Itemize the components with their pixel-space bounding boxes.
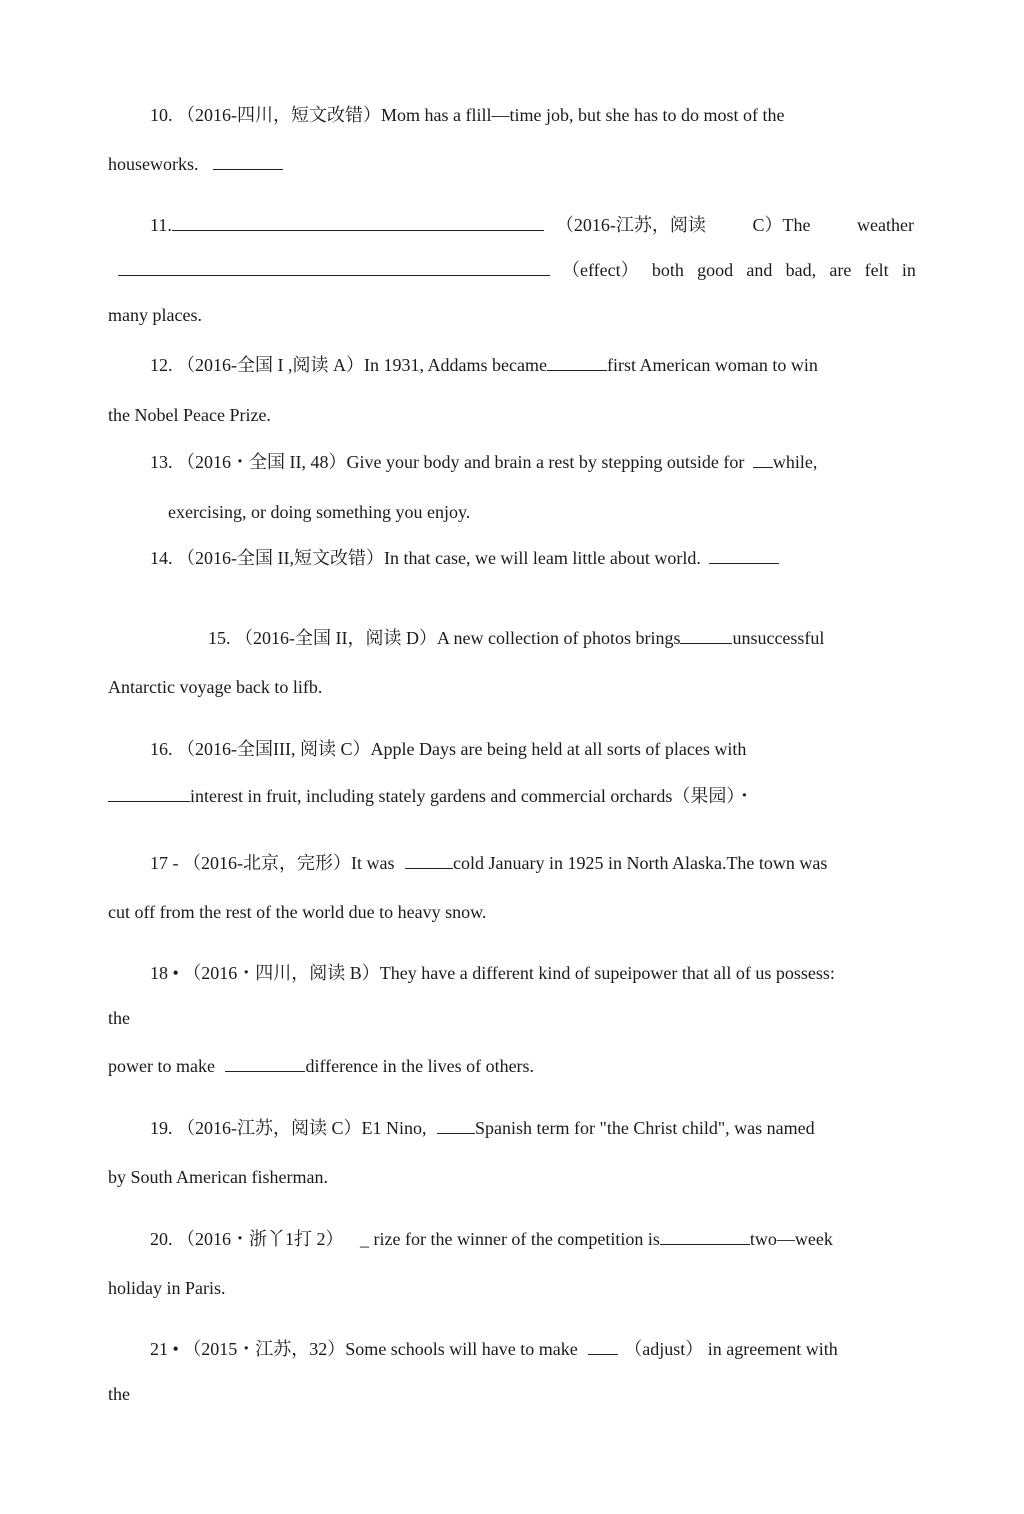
q19-line1 [150, 1117, 815, 1139]
answer-blank[interactable] [225, 1055, 305, 1072]
q11-line2 [118, 259, 916, 281]
q11-word: （effect） [562, 260, 639, 280]
answer-blank[interactable] [709, 547, 779, 564]
q11-ref-word: C）The [752, 215, 811, 235]
q10-line2 [108, 153, 283, 175]
q11-word: and [746, 260, 773, 280]
q16-line1: 16. （2016-全国III, 阅读 C）Apple Days are being held at all sorts of places with [150, 739, 747, 759]
q20-text-b: _ rize for the winner of the competition is [360, 1229, 660, 1249]
q18-line3 [108, 1055, 534, 1077]
q16-line2 [108, 785, 753, 807]
answer-blank[interactable] [660, 1228, 750, 1245]
q17-text-a: 17 - （2016-北京，完形）It was [150, 853, 395, 873]
q18-text-a: power to make [108, 1056, 215, 1076]
q20-text-a: 20. （2016・浙丫1打 2） [150, 1229, 344, 1249]
q12-text-b: first American woman to win [606, 355, 818, 375]
q19-text-b: Spanish term for "the Christ child", was named [475, 1118, 815, 1138]
answer-blank[interactable] [588, 1338, 618, 1355]
q20-line2: holiday in Paris. [108, 1278, 226, 1298]
q12-line2: the Nobel Peace Prize. [108, 405, 271, 425]
q20-line1 [150, 1228, 833, 1250]
q10-text: houseworks. [108, 154, 199, 174]
q15-line2: Antarctic voyage back to lifb. [108, 677, 323, 697]
answer-blank[interactable] [437, 1117, 475, 1134]
q21-text-a: 21 • （2015・江苏，32）Some schools will have to make [150, 1339, 578, 1359]
q11-word: good [697, 260, 734, 280]
q18-line1: 18 • （2016・四川，阅读 B）They have a different kind of supeipower that all of us possess: [150, 963, 835, 983]
q11-word: both [651, 260, 684, 280]
q18-text-b: difference in the lives of others. [305, 1056, 535, 1076]
q16-text: interest in fruit, including stately gardens and commercial orchards（果园）・ [190, 786, 754, 806]
q13-text-b: while, [772, 452, 818, 472]
q10-line1: 10. （2016-四川，短文改错）Mom has a flill—time job, but she has to do most of the [150, 105, 785, 125]
q12-text-a: 12. （2016-全国 I ,阅读 A）In 1931, Addams became [150, 355, 547, 375]
answer-blank[interactable] [547, 354, 607, 371]
q11-mid [562, 259, 916, 281]
q11-word: are [829, 260, 852, 280]
q11-word: in [901, 260, 916, 280]
q14-line1 [150, 547, 779, 569]
q13-line1 [150, 451, 817, 473]
q11-word: bad, [785, 260, 817, 280]
q14-text: 14. （2016-全国 II,短文改错）In that case, we will leam little about world. [150, 548, 701, 568]
q11-ref [556, 214, 914, 236]
q11-line3: many places. [108, 305, 202, 325]
q12-line1 [150, 354, 818, 376]
answer-blank[interactable] [118, 259, 550, 276]
answer-blank[interactable] [753, 451, 773, 468]
q11-ref-word: （2016-江苏，阅读 [555, 215, 706, 235]
q17-line1 [150, 852, 827, 874]
q17-line2: cut off from the rest of the world due to heavy snow. [108, 902, 487, 922]
q11-word: felt [864, 260, 889, 280]
q17-text-b: cold January in 1925 in North Alaska.The town was [452, 853, 828, 873]
answer-blank[interactable] [213, 153, 283, 170]
answer-blank[interactable] [172, 214, 544, 231]
q19-line2: by South American fisherman. [108, 1167, 328, 1187]
q11-line1 [150, 214, 914, 236]
answer-blank[interactable] [108, 785, 190, 802]
q13-line2: exercising, or doing something you enjoy. [168, 502, 471, 522]
q21-text-b: （adjust） in agreement with [624, 1339, 838, 1359]
q15-text-a: 15. （2016-全国 II，阅读 D）A new collection of photos brings [208, 628, 681, 648]
q13-text-a: 13. （2016・全国 II, 48）Give your body and brain a rest by stepping outside for [150, 452, 745, 472]
answer-blank[interactable] [680, 627, 732, 644]
q20-text-c: two—week [749, 1229, 833, 1249]
q21-line2: the [108, 1384, 130, 1404]
q19-text-a: 19. （2016-江苏，阅读 C）E1 Nino, [150, 1118, 427, 1138]
q21-line1 [150, 1338, 838, 1360]
q11-ref-word: weather [857, 215, 914, 235]
q11-number: 11. [150, 215, 172, 235]
q15-text-b: unsuccessful [732, 628, 825, 648]
answer-blank[interactable] [405, 852, 453, 869]
q15-line1 [208, 627, 824, 649]
q18-line2: the [108, 1008, 130, 1028]
